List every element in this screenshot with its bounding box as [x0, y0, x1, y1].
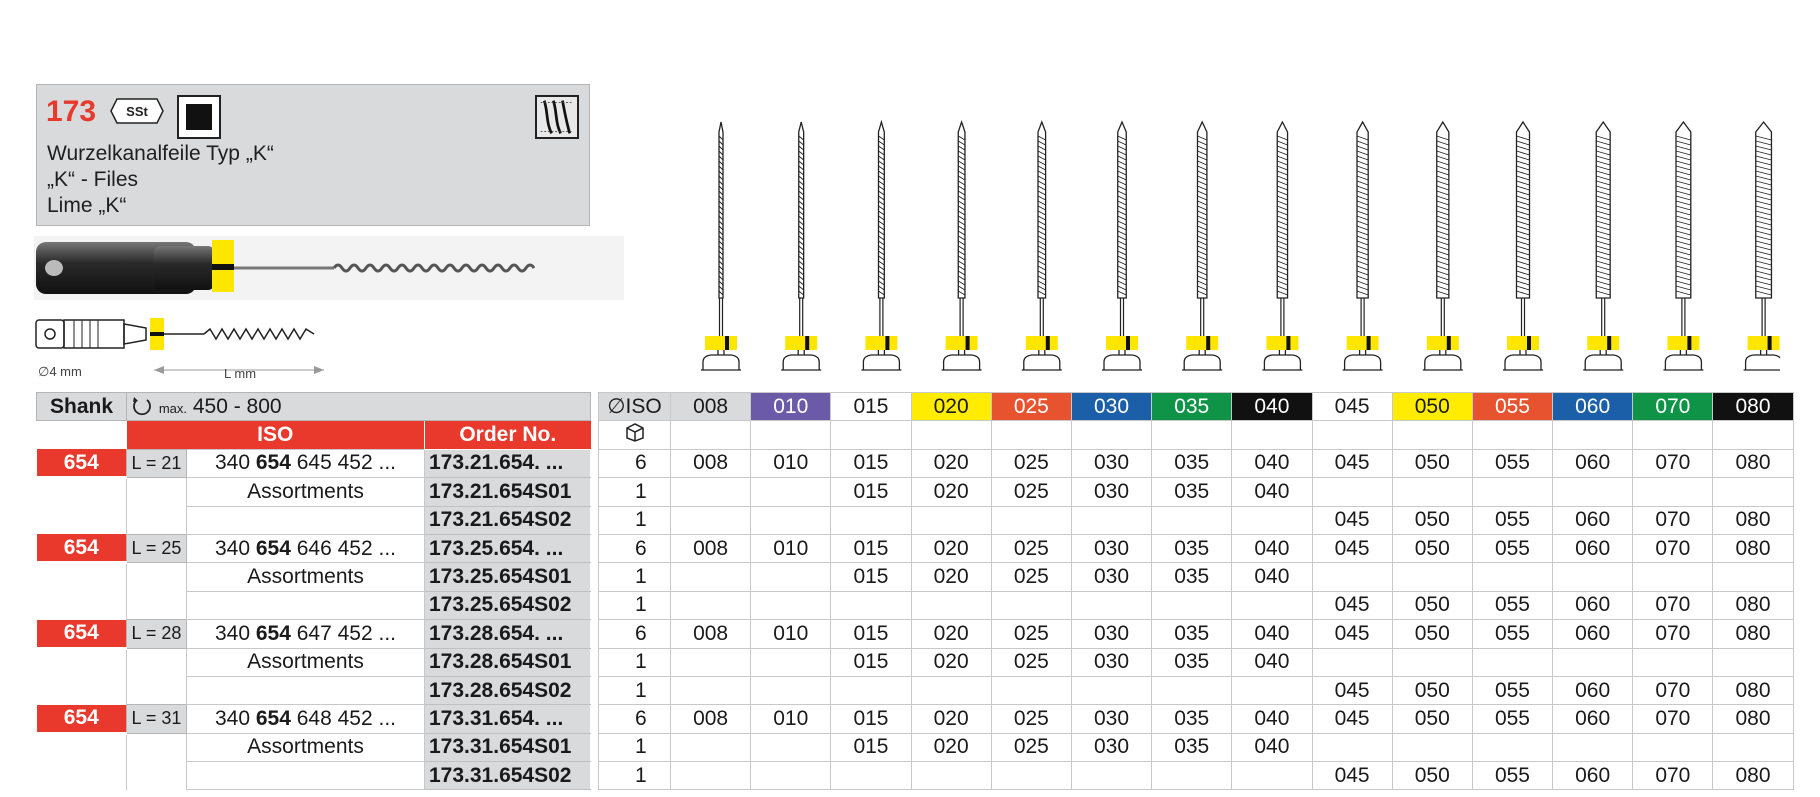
iso-size-color-header: 008: [671, 393, 751, 421]
order-row: [37, 591, 591, 619]
order-row: [37, 676, 591, 704]
material-label: SSt: [126, 104, 148, 119]
size-cell: [991, 676, 1071, 704]
size-cell: [1392, 648, 1472, 676]
k-file-cut-icon: [535, 95, 579, 139]
product-sketch: [34, 312, 354, 382]
size-cell: 060: [1553, 591, 1633, 619]
size-cell: 010: [751, 620, 831, 648]
pack-quantity: 1: [599, 648, 671, 676]
size-cell: 015: [831, 478, 911, 506]
iso-size-color-header: 020: [911, 393, 991, 421]
size-cell: [671, 506, 751, 534]
size-cell: [751, 478, 831, 506]
order-number: 173.21.654. ...: [425, 449, 591, 477]
file-drawing: [1022, 122, 1062, 370]
size-cell: [911, 506, 991, 534]
reference-number: [187, 534, 425, 562]
size-cell: [1633, 478, 1713, 506]
file-drawings: [700, 118, 1780, 380]
size-cell: 015: [831, 563, 911, 591]
size-cell: [1713, 478, 1793, 506]
size-cell: 008: [671, 705, 751, 733]
size-cell: 035: [1152, 563, 1232, 591]
size-cell: 015: [831, 733, 911, 761]
size-cell: 070: [1633, 762, 1713, 790]
size-cell: [1071, 506, 1151, 534]
size-cell: 070: [1633, 676, 1713, 704]
size-cell: [1152, 762, 1232, 790]
order-row: [37, 534, 591, 562]
order-number: 173.31.654. ...: [425, 705, 591, 733]
size-cell: [671, 478, 751, 506]
size-row: [599, 591, 1794, 619]
size-cell: [1713, 563, 1793, 591]
file-drawing: [942, 122, 982, 370]
order-number: 173.31.654S02: [425, 762, 591, 790]
size-cell: [1472, 478, 1552, 506]
size-cell: 060: [1553, 620, 1633, 648]
size-cell: [751, 648, 831, 676]
size-cell: 010: [751, 449, 831, 477]
title-german: Wurzelkanalfeile Typ „K“: [47, 142, 274, 165]
order-number: 173.25.654S01: [425, 563, 591, 591]
size-cell: [1232, 762, 1312, 790]
size-row: [599, 506, 1794, 534]
shank-badge: 654: [37, 620, 127, 648]
size-cell: 060: [1553, 676, 1633, 704]
size-cell: [831, 591, 911, 619]
size-cell: 055: [1472, 705, 1552, 733]
pack-quantity: 1: [599, 591, 671, 619]
size-cell: 050: [1392, 591, 1472, 619]
ref-prefix: 340: [214, 706, 256, 730]
size-cell: [1232, 506, 1312, 534]
pack-quantity: 1: [599, 506, 671, 534]
size-cell: 040: [1232, 733, 1312, 761]
size-cell: 010: [751, 534, 831, 562]
size-cell: 008: [671, 534, 751, 562]
square-shape-icon: [177, 95, 221, 139]
size-cell: [751, 506, 831, 534]
ref-prefix: 340: [214, 621, 256, 645]
file-drawing: [1262, 122, 1302, 370]
size-cell: 045: [1312, 676, 1392, 704]
size-cell: 025: [991, 563, 1071, 591]
rotation-icon: [131, 395, 159, 418]
iso-size-color-header: 055: [1472, 393, 1552, 421]
size-cell: 045: [1312, 591, 1392, 619]
size-row: [599, 762, 1794, 790]
size-cell: 020: [911, 534, 991, 562]
file-drawing: [1663, 122, 1703, 370]
size-cell: 070: [1633, 620, 1713, 648]
size-cell: 070: [1633, 705, 1713, 733]
size-cell: [1472, 733, 1552, 761]
size-cell: [1312, 563, 1392, 591]
ref-suffix: 647 452 ...: [290, 621, 396, 645]
size-cell: [1633, 563, 1713, 591]
size-cell: [831, 506, 911, 534]
pack-quantity: 1: [599, 563, 671, 591]
pack-quantity: 6: [599, 449, 671, 477]
size-cell: [831, 676, 911, 704]
size-cell: [671, 762, 751, 790]
size-cell: [911, 762, 991, 790]
iso-size-color-header: 080: [1713, 393, 1793, 421]
size-cell: 060: [1553, 449, 1633, 477]
title-english: „K“ - Files: [47, 168, 138, 191]
size-cell: 080: [1713, 534, 1793, 562]
iso-size-color-header: 040: [1232, 393, 1312, 421]
order-row: [37, 705, 591, 733]
order-number: 173.21.654S01: [425, 478, 591, 506]
size-cell: 060: [1553, 705, 1633, 733]
size-cell: 015: [831, 648, 911, 676]
size-cell: [1633, 648, 1713, 676]
iso-size-color-header: 045: [1312, 393, 1392, 421]
ref-prefix: 340: [214, 536, 256, 560]
size-cell: [1633, 733, 1713, 761]
size-cell: [751, 762, 831, 790]
size-cell: 030: [1071, 733, 1151, 761]
pack-quantity: 1: [599, 733, 671, 761]
size-cell: 050: [1392, 449, 1472, 477]
size-cell: 040: [1232, 705, 1312, 733]
file-drawing: [1423, 122, 1463, 370]
size-cell: 060: [1553, 506, 1633, 534]
size-cell: 010: [751, 705, 831, 733]
size-cell: 080: [1713, 676, 1793, 704]
size-cell: 060: [1553, 762, 1633, 790]
size-cell: [1553, 733, 1633, 761]
size-cell: 080: [1713, 449, 1793, 477]
size-cell: 035: [1152, 534, 1232, 562]
size-row: [599, 449, 1794, 477]
size-cell: 055: [1472, 534, 1552, 562]
size-cell: 050: [1392, 506, 1472, 534]
size-cell: 020: [911, 478, 991, 506]
size-cell: 035: [1152, 620, 1232, 648]
size-cell: [1392, 733, 1472, 761]
shank-badge: 654: [37, 534, 127, 562]
assortments-label: Assortments: [187, 563, 425, 591]
pack-quantity: 6: [599, 620, 671, 648]
iso-size-color-header: 060: [1553, 393, 1633, 421]
reference-number: [187, 449, 425, 477]
product-photo: [34, 232, 624, 304]
rpm-header: [127, 393, 591, 421]
ref-shank: 654: [255, 621, 291, 645]
size-cell: [991, 506, 1071, 534]
size-row: [599, 563, 1794, 591]
iso-size-color-header: 010: [751, 393, 831, 421]
product-code: 173: [46, 95, 97, 128]
rpm-max-label: max.: [158, 400, 188, 416]
length-cell: L = 31: [127, 705, 187, 733]
size-cell: 055: [1472, 676, 1552, 704]
shank-badge: 654: [37, 449, 127, 477]
size-cell: 040: [1232, 478, 1312, 506]
size-cell: 025: [991, 449, 1071, 477]
size-cell: [671, 591, 751, 619]
order-number: 173.25.654. ...: [425, 534, 591, 562]
size-cell: 008: [671, 620, 751, 648]
order-table: [36, 392, 591, 790]
pack-quantity: 1: [599, 676, 671, 704]
file-drawing: [1343, 122, 1383, 370]
size-cell: [1152, 676, 1232, 704]
pack-quantity: 6: [599, 534, 671, 562]
size-cell: 070: [1633, 506, 1713, 534]
size-cell: 015: [831, 620, 911, 648]
ref-suffix: 646 452 ...: [290, 536, 396, 560]
size-cell: [1071, 591, 1151, 619]
size-table: [598, 392, 1794, 790]
file-drawing: [1182, 122, 1222, 370]
size-row: [599, 733, 1794, 761]
size-cell: [1152, 591, 1232, 619]
size-cell: 015: [831, 449, 911, 477]
size-cell: 025: [991, 705, 1071, 733]
file-drawing: [1503, 122, 1543, 370]
size-cell: [1553, 648, 1633, 676]
size-cell: 030: [1071, 620, 1151, 648]
rpm-range: 450 - 800: [192, 394, 282, 418]
size-row: [599, 676, 1794, 704]
size-row: [599, 705, 1794, 733]
order-number: 173.31.654S01: [425, 733, 591, 761]
file-drawing: [1583, 122, 1623, 370]
shank-header: Shank: [37, 393, 127, 421]
order-row: [37, 648, 591, 676]
size-cell: [911, 676, 991, 704]
size-cell: [1071, 762, 1151, 790]
size-row: [599, 620, 1794, 648]
order-row: [37, 506, 591, 534]
size-cell: 030: [1071, 449, 1151, 477]
reference-number: [187, 620, 425, 648]
size-cell: [1392, 478, 1472, 506]
size-cell: 030: [1071, 705, 1151, 733]
size-cell: 070: [1633, 591, 1713, 619]
size-cell: 050: [1392, 676, 1472, 704]
length-cell: L = 21: [127, 449, 187, 477]
size-cell: 025: [991, 733, 1071, 761]
size-cell: [991, 762, 1071, 790]
size-row: [599, 648, 1794, 676]
iso-size-color-header: 035: [1152, 393, 1232, 421]
size-cell: 020: [911, 563, 991, 591]
product-header: [36, 84, 590, 226]
size-cell: [671, 676, 751, 704]
file-drawing: [781, 122, 821, 370]
size-cell: 080: [1713, 762, 1793, 790]
size-cell: [1232, 676, 1312, 704]
assortments-label: Assortments: [187, 648, 425, 676]
order-row: [37, 478, 591, 506]
size-cell: [1312, 733, 1392, 761]
pack-quantity: 6: [599, 705, 671, 733]
material-sst-icon: [109, 97, 165, 125]
size-cell: 080: [1713, 705, 1793, 733]
size-cell: 055: [1472, 506, 1552, 534]
size-cell: 050: [1392, 620, 1472, 648]
size-row: [599, 534, 1794, 562]
ref-shank: 654: [255, 451, 291, 475]
file-drawing: [1102, 122, 1142, 370]
size-cell: 055: [1472, 449, 1552, 477]
iso-size-color-header: 030: [1071, 393, 1151, 421]
order-number: 173.25.654S02: [425, 591, 591, 619]
size-cell: 035: [1152, 478, 1232, 506]
order-row: [37, 620, 591, 648]
size-cell: 045: [1312, 620, 1392, 648]
size-cell: 025: [991, 620, 1071, 648]
size-cell: 015: [831, 534, 911, 562]
size-cell: 080: [1713, 620, 1793, 648]
package-icon: [599, 421, 671, 449]
size-cell: [1152, 506, 1232, 534]
size-cell: 040: [1232, 534, 1312, 562]
size-cell: 030: [1071, 563, 1151, 591]
size-cell: [751, 733, 831, 761]
iso-size-color-header: 015: [831, 393, 911, 421]
size-cell: [1312, 648, 1392, 676]
size-cell: 040: [1232, 620, 1312, 648]
size-cell: [1472, 563, 1552, 591]
length-label: L mm: [224, 366, 257, 381]
size-cell: [751, 563, 831, 591]
size-cell: 045: [1312, 705, 1392, 733]
size-cell: [671, 563, 751, 591]
size-cell: 025: [991, 648, 1071, 676]
order-number: 173.21.654S02: [425, 506, 591, 534]
order-number: 173.28.654. ...: [425, 620, 591, 648]
size-cell: 035: [1152, 705, 1232, 733]
size-cell: [751, 591, 831, 619]
size-cell: 035: [1152, 449, 1232, 477]
ref-shank: 654: [255, 706, 291, 730]
size-cell: 030: [1071, 534, 1151, 562]
pack-quantity: 1: [599, 478, 671, 506]
size-cell: [671, 733, 751, 761]
order-row: [37, 449, 591, 477]
size-cell: 040: [1232, 449, 1312, 477]
size-cell: 060: [1553, 534, 1633, 562]
size-cell: 025: [991, 534, 1071, 562]
shank-badge: 654: [37, 705, 127, 733]
size-cell: 070: [1633, 449, 1713, 477]
size-cell: [751, 676, 831, 704]
size-cell: [1553, 478, 1633, 506]
ref-suffix: 645 452 ...: [290, 451, 396, 475]
size-cell: 035: [1152, 733, 1232, 761]
ref-shank: 654: [255, 536, 291, 560]
size-cell: 020: [911, 620, 991, 648]
title-french: Lime „K“: [47, 194, 127, 217]
pack-quantity: 1: [599, 762, 671, 790]
size-cell: [911, 591, 991, 619]
size-cell: 020: [911, 648, 991, 676]
size-cell: 050: [1392, 705, 1472, 733]
size-cell: [991, 591, 1071, 619]
length-cell: L = 28: [127, 620, 187, 648]
size-cell: [1472, 648, 1552, 676]
ref-suffix: 648 452 ...: [290, 706, 396, 730]
size-cell: 030: [1071, 478, 1151, 506]
size-row: [599, 478, 1794, 506]
size-cell: [1071, 676, 1151, 704]
reference-number: [187, 705, 425, 733]
size-cell: [831, 762, 911, 790]
size-cell: 025: [991, 478, 1071, 506]
iso-size-color-header: 050: [1392, 393, 1472, 421]
order-number: 173.28.654S02: [425, 676, 591, 704]
order-number: 173.28.654S01: [425, 648, 591, 676]
order-col-header: Order No.: [425, 421, 591, 449]
size-cell: 045: [1312, 762, 1392, 790]
file-drawing: [861, 122, 901, 370]
size-cell: 070: [1633, 534, 1713, 562]
size-cell: 080: [1713, 506, 1793, 534]
size-cell: [1713, 648, 1793, 676]
iso-size-color-header: 070: [1633, 393, 1713, 421]
size-cell: 055: [1472, 762, 1552, 790]
order-row: [37, 733, 591, 761]
assortments-label: Assortments: [187, 478, 425, 506]
size-cell: 040: [1232, 563, 1312, 591]
size-cell: [671, 648, 751, 676]
order-row: [37, 762, 591, 790]
size-cell: 055: [1472, 620, 1552, 648]
size-cell: [1232, 591, 1312, 619]
size-cell: 045: [1312, 534, 1392, 562]
ref-prefix: 340: [214, 451, 256, 475]
file-drawing: [701, 122, 741, 370]
size-cell: [1392, 563, 1472, 591]
size-cell: 040: [1232, 648, 1312, 676]
size-cell: [1713, 733, 1793, 761]
size-cell: 045: [1312, 449, 1392, 477]
size-cell: 045: [1312, 506, 1392, 534]
size-cell: 035: [1152, 648, 1232, 676]
size-cell: 020: [911, 733, 991, 761]
size-cell: 020: [911, 449, 991, 477]
size-cell: 050: [1392, 534, 1472, 562]
size-cell: [1553, 563, 1633, 591]
size-cell: 050: [1392, 762, 1472, 790]
size-cell: 080: [1713, 591, 1793, 619]
file-drawing: [1744, 122, 1780, 370]
diameter-label: ∅4 mm: [38, 364, 82, 379]
size-cell: 030: [1071, 648, 1151, 676]
size-cell: 055: [1472, 591, 1552, 619]
iso-size-color-header: 025: [991, 393, 1071, 421]
size-cell: [1312, 478, 1392, 506]
iso-col-header: ISO: [127, 421, 425, 449]
order-row: [37, 563, 591, 591]
iso-size-header: ∅ISO: [599, 393, 671, 421]
assortments-label: Assortments: [187, 733, 425, 761]
size-cell: 008: [671, 449, 751, 477]
size-cell: 015: [831, 705, 911, 733]
size-cell: 020: [911, 705, 991, 733]
length-cell: L = 25: [127, 534, 187, 562]
